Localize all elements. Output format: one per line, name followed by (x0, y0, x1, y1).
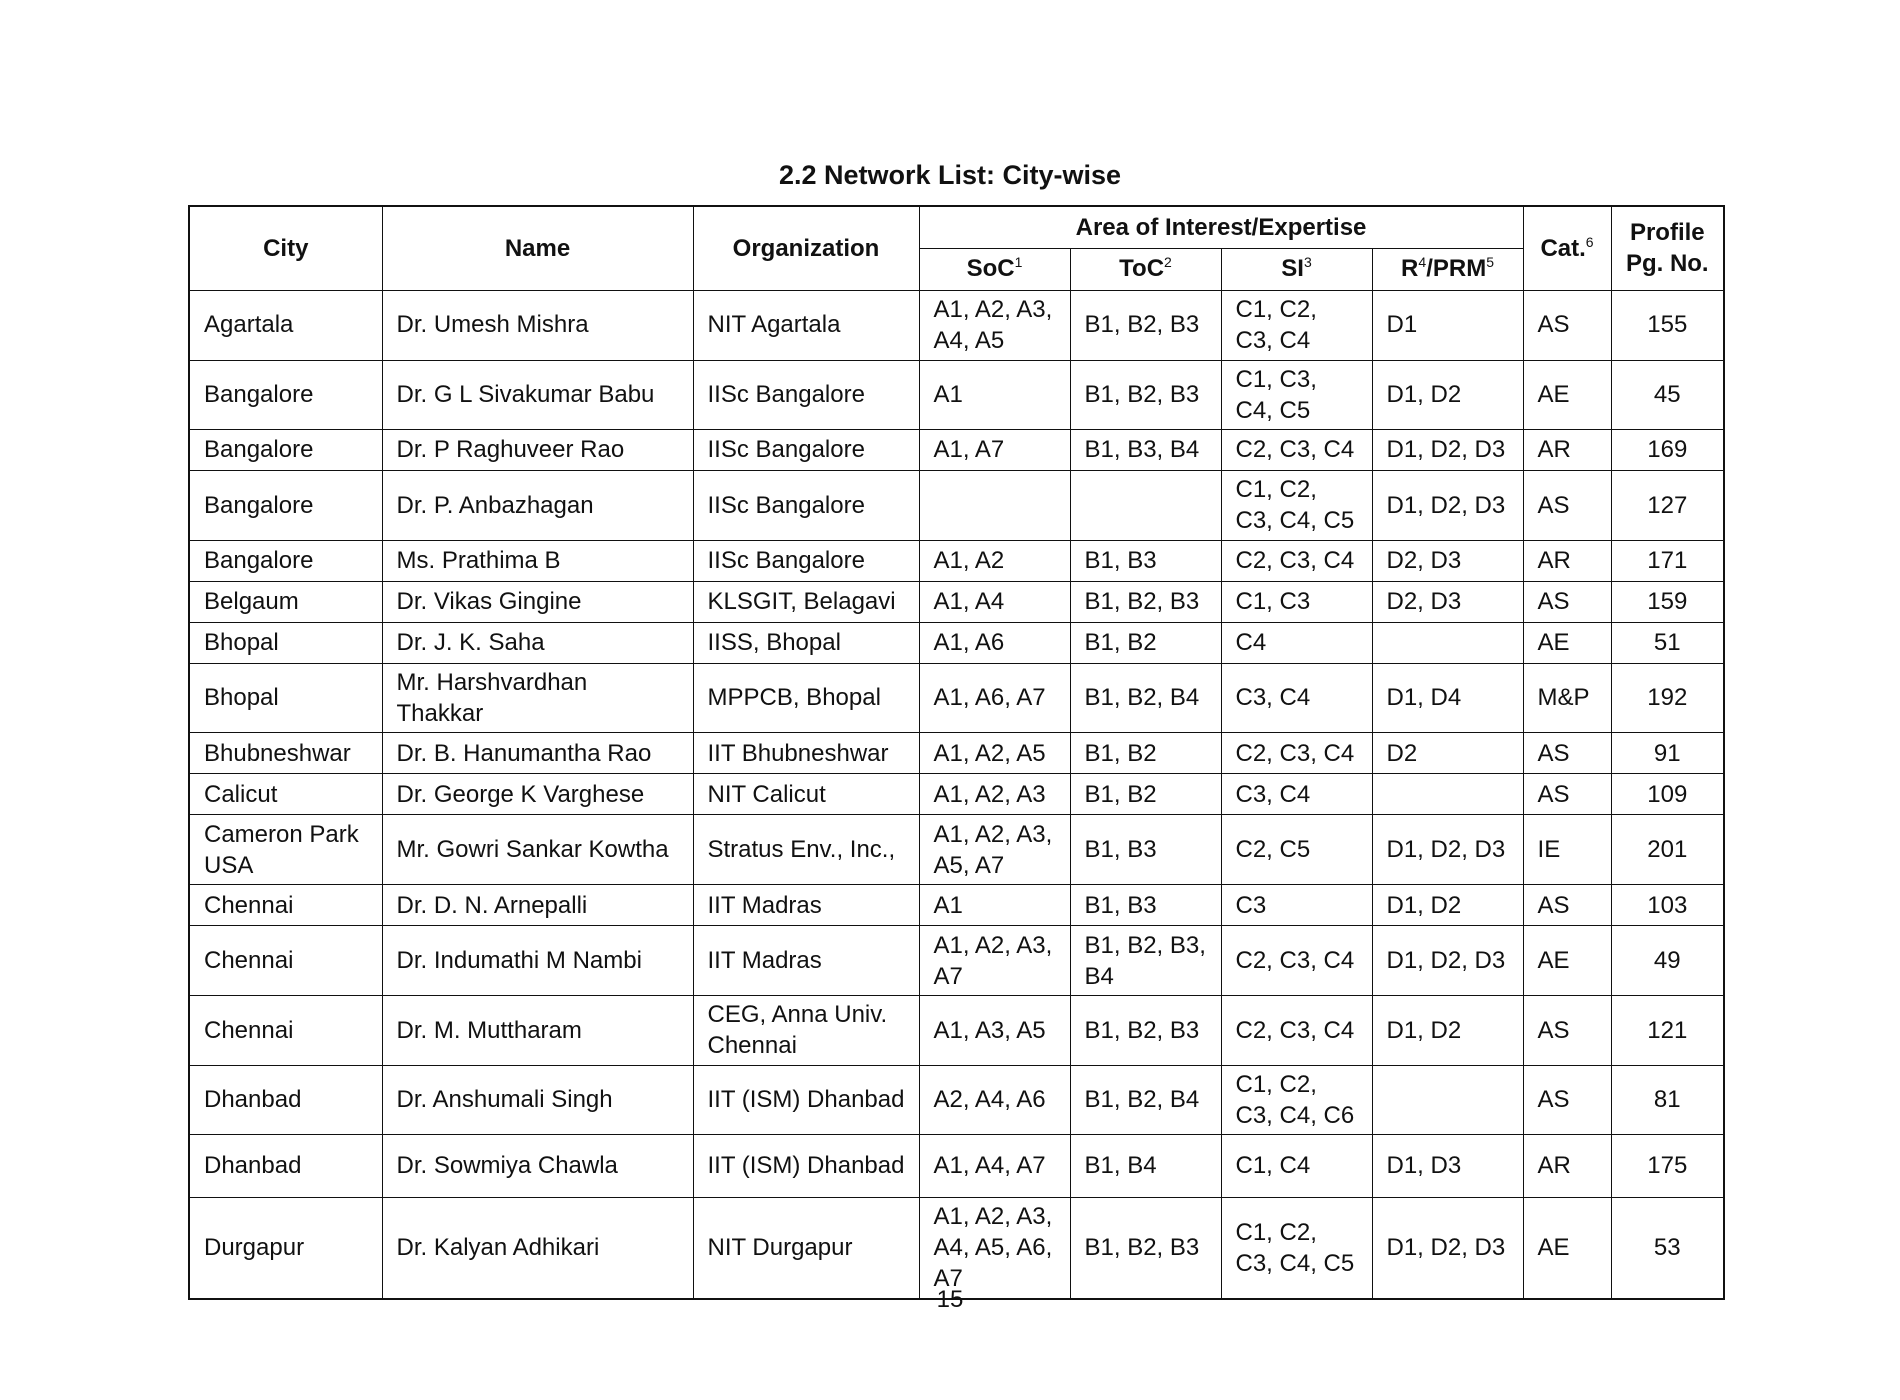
cell-organization: IISc Bangalore (693, 540, 919, 581)
cell-soc: A1, A4 (919, 581, 1070, 622)
table-row (189, 926, 1724, 996)
table-row (189, 1135, 1724, 1198)
cell-organization: IIT Madras (693, 885, 919, 926)
header-si-footnote: 3 (1303, 254, 1312, 271)
cell-organization: IIT (ISM) Dhanbad (693, 1135, 919, 1198)
cell-name: Dr. G L Sivakumar Babu (382, 360, 693, 429)
cell-category: AS (1523, 774, 1611, 815)
cell-soc: A1, A7 (919, 429, 1070, 470)
cell-r-prm: D1, D2 (1372, 360, 1523, 429)
cell-toc: B1, B3 (1070, 815, 1221, 885)
cell-si: C2, C3, C4 (1221, 540, 1372, 581)
cell-si: C2, C3, C4 (1221, 733, 1372, 774)
cell-city: Bhubneshwar (189, 733, 382, 774)
cell-r-prm: D1, D4 (1372, 663, 1523, 732)
cell-toc: B1, B2, B3 (1070, 1198, 1221, 1299)
cell-city: Chennai (189, 885, 382, 926)
cell-si: C1, C2, C3, C4 (1221, 290, 1372, 360)
table-row (189, 1065, 1724, 1134)
cell-organization: NIT Durgapur (693, 1198, 919, 1299)
cell-profile-page: 49 (1611, 926, 1724, 996)
cell-category: AR (1523, 540, 1611, 581)
cell-city: Bangalore (189, 360, 382, 429)
cell-name: Mr. Gowri Sankar Kowtha (382, 815, 693, 885)
cell-toc: B1, B4 (1070, 1135, 1221, 1198)
cell-r-prm: D1 (1372, 290, 1523, 360)
cell-profile-page: 159 (1611, 581, 1724, 622)
cell-soc: A1, A2 (919, 540, 1070, 581)
cell-profile-page: 51 (1611, 622, 1724, 663)
cell-name: Dr. Anshumali Singh (382, 1065, 693, 1134)
header-toc-footnote: 2 (1164, 254, 1172, 271)
cell-r-prm: D2, D3 (1372, 540, 1523, 581)
cell-name: Dr. Kalyan Adhikari (382, 1198, 693, 1299)
cell-r-prm: D1, D2, D3 (1372, 470, 1523, 540)
page-title: 2.2 Network List: City-wise (778, 160, 1122, 190)
cell-city: Chennai (189, 996, 382, 1065)
cell-city: Bangalore (189, 540, 382, 581)
cell-category: AE (1523, 360, 1611, 429)
cell-city: Calicut (189, 774, 382, 815)
cell-profile-page: 169 (1611, 429, 1724, 470)
cell-toc: B1, B2, B3 (1070, 996, 1221, 1065)
cell-soc: A1, A2, A3, A4, A5 (919, 290, 1070, 360)
cell-organization: IIT Bhubneshwar (693, 733, 919, 774)
table-row (189, 290, 1724, 360)
cell-organization: IIT Madras (693, 926, 919, 996)
cell-profile-page: 45 (1611, 360, 1724, 429)
header-profile-line2: Pg. No. (1625, 250, 1709, 278)
network-table (188, 205, 1725, 1300)
cell-r-prm: D1, D3 (1372, 1135, 1523, 1198)
cell-toc: B1, B2 (1070, 733, 1221, 774)
cell-name: Dr. M. Muttharam (382, 996, 693, 1065)
cell-r-prm: D1, D2, D3 (1372, 1198, 1523, 1299)
cell-toc: B1, B3, B4 (1070, 429, 1221, 470)
cell-organization: NIT Calicut (693, 774, 919, 815)
cell-city: Dhanbad (189, 1135, 382, 1198)
table-row (189, 774, 1724, 815)
cell-r-prm (1372, 774, 1523, 815)
cell-r-prm: D2, D3 (1372, 581, 1523, 622)
cell-organization: IISc Bangalore (693, 429, 919, 470)
cell-category: AS (1523, 581, 1611, 622)
cell-soc: A1 (919, 360, 1070, 429)
cell-category: M&P (1523, 663, 1611, 732)
header-prm-label: /PRM (1426, 255, 1487, 283)
cell-si: C3 (1221, 885, 1372, 926)
cell-profile-page: 201 (1611, 815, 1724, 885)
cell-organization: Stratus Env., Inc., (693, 815, 919, 885)
cell-toc: B1, B2 (1070, 774, 1221, 815)
cell-si: C4 (1221, 622, 1372, 663)
header-si (1221, 248, 1372, 290)
cell-profile-page: 127 (1611, 470, 1724, 540)
header-category-label: Cat. (1540, 234, 1586, 262)
cell-profile-page: 91 (1611, 733, 1724, 774)
cell-profile-page: 81 (1611, 1065, 1724, 1134)
cell-soc: A1, A2, A3, A5, A7 (919, 815, 1070, 885)
cell-profile-page: 53 (1611, 1198, 1724, 1299)
cell-organization: NIT Agartala (693, 290, 919, 360)
table-row (189, 429, 1724, 470)
cell-name: Dr. J. K. Saha (382, 622, 693, 663)
cell-city: Dhanbad (189, 1065, 382, 1134)
cell-toc: B1, B2, B3 (1070, 581, 1221, 622)
cell-organization: IIT (ISM) Dhanbad (693, 1065, 919, 1134)
cell-city: Belgaum (189, 581, 382, 622)
cell-organization: CEG, Anna Univ. Chennai (693, 996, 919, 1065)
cell-category: IE (1523, 815, 1611, 885)
cell-category: AE (1523, 1198, 1611, 1299)
cell-city: Durgapur (189, 1198, 382, 1299)
table-row (189, 733, 1724, 774)
cell-organization: IISc Bangalore (693, 360, 919, 429)
cell-category: AE (1523, 926, 1611, 996)
header-soc-label: SoC (966, 255, 1015, 283)
cell-soc: A1, A3, A5 (919, 996, 1070, 1065)
cell-category: AS (1523, 885, 1611, 926)
cell-profile-page: 171 (1611, 540, 1724, 581)
cell-soc: A1 (919, 885, 1070, 926)
cell-r-prm: D1, D2, D3 (1372, 429, 1523, 470)
header-profile-line1: Profile (1629, 219, 1705, 247)
cell-name: Dr. B. Hanumantha Rao (382, 733, 693, 774)
header-r-label: R (1401, 255, 1419, 283)
cell-si: C1, C2, C3, C4, C5 (1221, 470, 1372, 540)
cell-name: Dr. P Raghuveer Rao (382, 429, 693, 470)
cell-category: AS (1523, 1065, 1611, 1134)
cell-city: Cameron Park USA (189, 815, 382, 885)
header-area-of-interest: Area of Interest/Expertise (919, 206, 1523, 248)
cell-si: C1, C2, C3, C4, C6 (1221, 1065, 1372, 1134)
cell-soc (919, 470, 1070, 540)
cell-name: Dr. George K Varghese (382, 774, 693, 815)
cell-si: C1, C3 (1221, 581, 1372, 622)
table-row (189, 885, 1724, 926)
table-row (189, 470, 1724, 540)
cell-si: C2, C5 (1221, 815, 1372, 885)
cell-name: Ms. Prathima B (382, 540, 693, 581)
table-row (189, 996, 1724, 1065)
cell-organization: KLSGIT, Belagavi (693, 581, 919, 622)
cell-category: AR (1523, 429, 1611, 470)
cell-name: Dr. P. Anbazhagan (382, 470, 693, 540)
cell-toc: B1, B2, B3 (1070, 360, 1221, 429)
cell-category: AS (1523, 996, 1611, 1065)
cell-si: C3, C4 (1221, 774, 1372, 815)
header-organization: Organization (693, 206, 919, 290)
header-category-footnote: 6 (1585, 233, 1594, 250)
cell-city: Bhopal (189, 663, 382, 732)
cell-r-prm (1372, 622, 1523, 663)
cell-toc: B1, B3 (1070, 885, 1221, 926)
cell-soc: A1, A2, A3, A7 (919, 926, 1070, 996)
cell-city: Agartala (189, 290, 382, 360)
cell-si: C1, C2, C3, C4, C5 (1221, 1198, 1372, 1299)
cell-profile-page: 175 (1611, 1135, 1724, 1198)
header-profile-page (1611, 206, 1724, 290)
cell-name: Dr. Vikas Gingine (382, 581, 693, 622)
table-row (189, 581, 1724, 622)
cell-soc: A1, A4, A7 (919, 1135, 1070, 1198)
cell-si: C1, C4 (1221, 1135, 1372, 1198)
cell-soc: A1, A2, A3, A4, A5, A6, A7 (919, 1198, 1070, 1299)
page-number: 15 (936, 1286, 964, 1313)
cell-profile-page: 103 (1611, 885, 1724, 926)
cell-si: C2, C3, C4 (1221, 996, 1372, 1065)
cell-toc: B1, B2, B3 (1070, 290, 1221, 360)
header-r-prm (1372, 248, 1523, 290)
cell-name: Dr. D. N. Arnepalli (382, 885, 693, 926)
header-r-footnote: 4 (1418, 254, 1427, 271)
cell-organization: IISc Bangalore (693, 470, 919, 540)
cell-r-prm: D1, D2, D3 (1372, 815, 1523, 885)
cell-city: Bangalore (189, 470, 382, 540)
cell-profile-page: 192 (1611, 663, 1724, 732)
cell-si: C3, C4 (1221, 663, 1372, 732)
table-row (189, 815, 1724, 885)
cell-city: Bangalore (189, 429, 382, 470)
cell-city: Bhopal (189, 622, 382, 663)
cell-organization: MPPCB, Bhopal (693, 663, 919, 732)
cell-si: C1, C3, C4, C5 (1221, 360, 1372, 429)
cell-toc: B1, B2, B3, B4 (1070, 926, 1221, 996)
cell-r-prm: D1, D2 (1372, 996, 1523, 1065)
header-si-label: SI (1281, 255, 1304, 283)
cell-soc: A1, A6, A7 (919, 663, 1070, 732)
cell-name: Mr. Harshvardhan Thakkar (382, 663, 693, 732)
table-row (189, 1198, 1724, 1299)
header-category (1523, 206, 1611, 290)
table-row (189, 663, 1724, 732)
cell-toc: B1, B2 (1070, 622, 1221, 663)
cell-toc: B1, B3 (1070, 540, 1221, 581)
cell-category: AS (1523, 470, 1611, 540)
cell-category: AE (1523, 622, 1611, 663)
cell-name: Dr. Umesh Mishra (382, 290, 693, 360)
cell-soc: A1, A2, A3 (919, 774, 1070, 815)
cell-r-prm (1372, 1065, 1523, 1134)
cell-category: AS (1523, 733, 1611, 774)
header-toc (1070, 248, 1221, 290)
cell-organization: IISS, Bhopal (693, 622, 919, 663)
cell-name: Dr. Sowmiya Chawla (382, 1135, 693, 1198)
cell-soc: A1, A6 (919, 622, 1070, 663)
cell-name: Dr. Indumathi M Nambi (382, 926, 693, 996)
header-city: City (189, 206, 382, 290)
cell-profile-page: 109 (1611, 774, 1724, 815)
table-row (189, 360, 1724, 429)
cell-r-prm: D1, D2, D3 (1372, 926, 1523, 996)
header-soc-footnote: 1 (1014, 254, 1023, 271)
table-row (189, 622, 1724, 663)
cell-profile-page: 121 (1611, 996, 1724, 1065)
header-prm-footnote: 5 (1486, 254, 1494, 271)
cell-si: C2, C3, C4 (1221, 429, 1372, 470)
cell-toc: B1, B2, B4 (1070, 1065, 1221, 1134)
cell-soc: A1, A2, A5 (919, 733, 1070, 774)
cell-profile-page: 155 (1611, 290, 1724, 360)
cell-si: C2, C3, C4 (1221, 926, 1372, 996)
table-row (189, 540, 1724, 581)
header-name: Name (382, 206, 693, 290)
header-soc (919, 248, 1070, 290)
cell-city: Chennai (189, 926, 382, 996)
cell-toc: B1, B2, B4 (1070, 663, 1221, 732)
cell-category: AS (1523, 290, 1611, 360)
cell-r-prm: D2 (1372, 733, 1523, 774)
cell-toc (1070, 470, 1221, 540)
cell-r-prm: D1, D2 (1372, 885, 1523, 926)
cell-category: AR (1523, 1135, 1611, 1198)
cell-soc: A2, A4, A6 (919, 1065, 1070, 1134)
header-toc-label: ToC (1119, 255, 1165, 283)
